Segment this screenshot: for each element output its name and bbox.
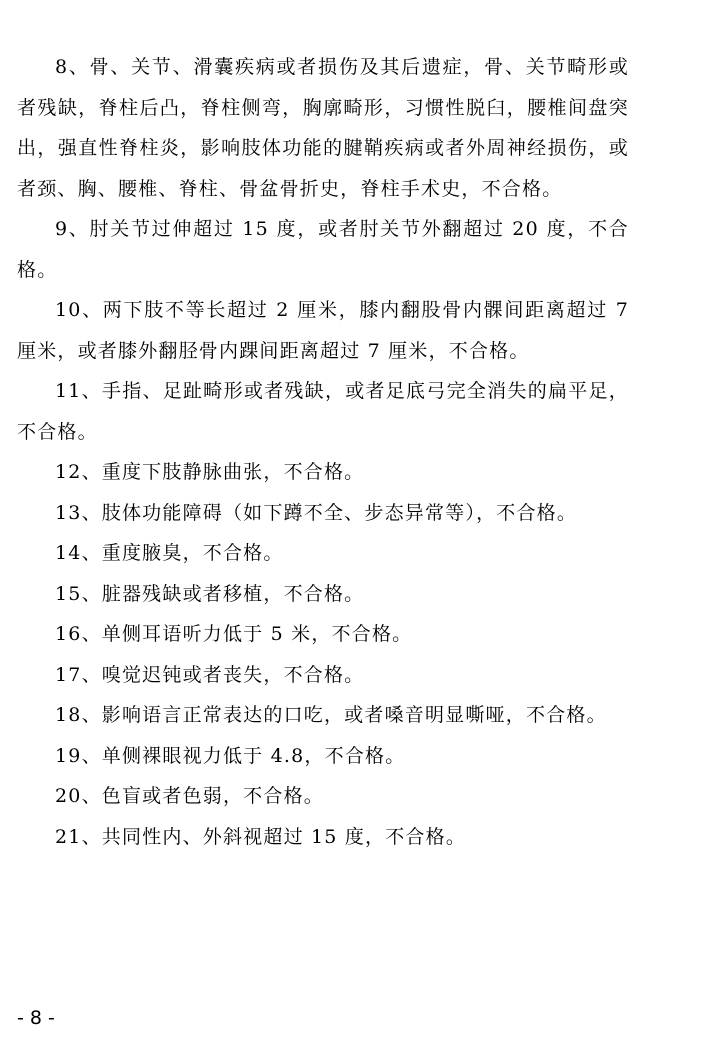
- paragraph-item-9: 9、肘关节过伸超过 15 度，或者肘关节外翻超过 20 度，不合格。: [17, 218, 629, 281]
- paragraph-item-10: 10、两下肢不等长超过 2 厘米，膝内翻股骨内髁间距离超过 7 厘米，或者膝外翻胫骨内踝间距离超过 7 厘米，不合格。: [17, 299, 629, 362]
- paragraph-item-12: 12、重度下肢静脉曲张，不合格。: [55, 461, 365, 483]
- paragraph-item-14: 14、重度腋臭，不合格。: [55, 542, 284, 564]
- paragraph-item-11: 11、手指、足趾畸形或者残缺，或者足底弓完全消失的扁平足，不合格。: [17, 380, 629, 443]
- paragraph-item-17: 17、嗅觉迟钝或者丧失，不合格。: [55, 663, 365, 686]
- paragraph-item-18: 18、影响语言正常表达的口吃，或者嗓音明显嘶哑，不合格。: [55, 704, 607, 726]
- document-body: [17, 47, 629, 857]
- page-number: - 8 -: [17, 1007, 55, 1029]
- paragraph-item-13: 13、肢体功能障碍（如下蹲不全、步态异常等），不合格。: [55, 501, 578, 524]
- paragraph-item-16: 16、单侧耳语听力低于 5 米，不合格。: [55, 623, 413, 645]
- paragraph-item-21: 21、共同性内、外斜视超过 15 度，不合格。: [55, 825, 467, 848]
- paragraph-item-8: 8、骨、关节、滑囊疾病或者损伤及其后遗症，骨、关节畸形或者残缺，脊柱后凸，脊柱侧弯，胸廓畸形，习惯性脱臼，腰椎间盘突出，强直性脊柱炎，影响肢体功能的腱鞘疾病或者外周神经损伤，或者颈、胸、腰椎、脊柱、骨盆骨折史，脊柱手术史，不合格。: [17, 56, 629, 200]
- paragraph-item-19: 19、单侧裸眼视力低于 4.8，不合格。: [55, 744, 406, 767]
- paragraph-item-15: 15、脏器残缺或者移植，不合格。: [55, 582, 365, 605]
- paragraph-item-20: 20、色盲或者色弱，不合格。: [55, 785, 324, 807]
